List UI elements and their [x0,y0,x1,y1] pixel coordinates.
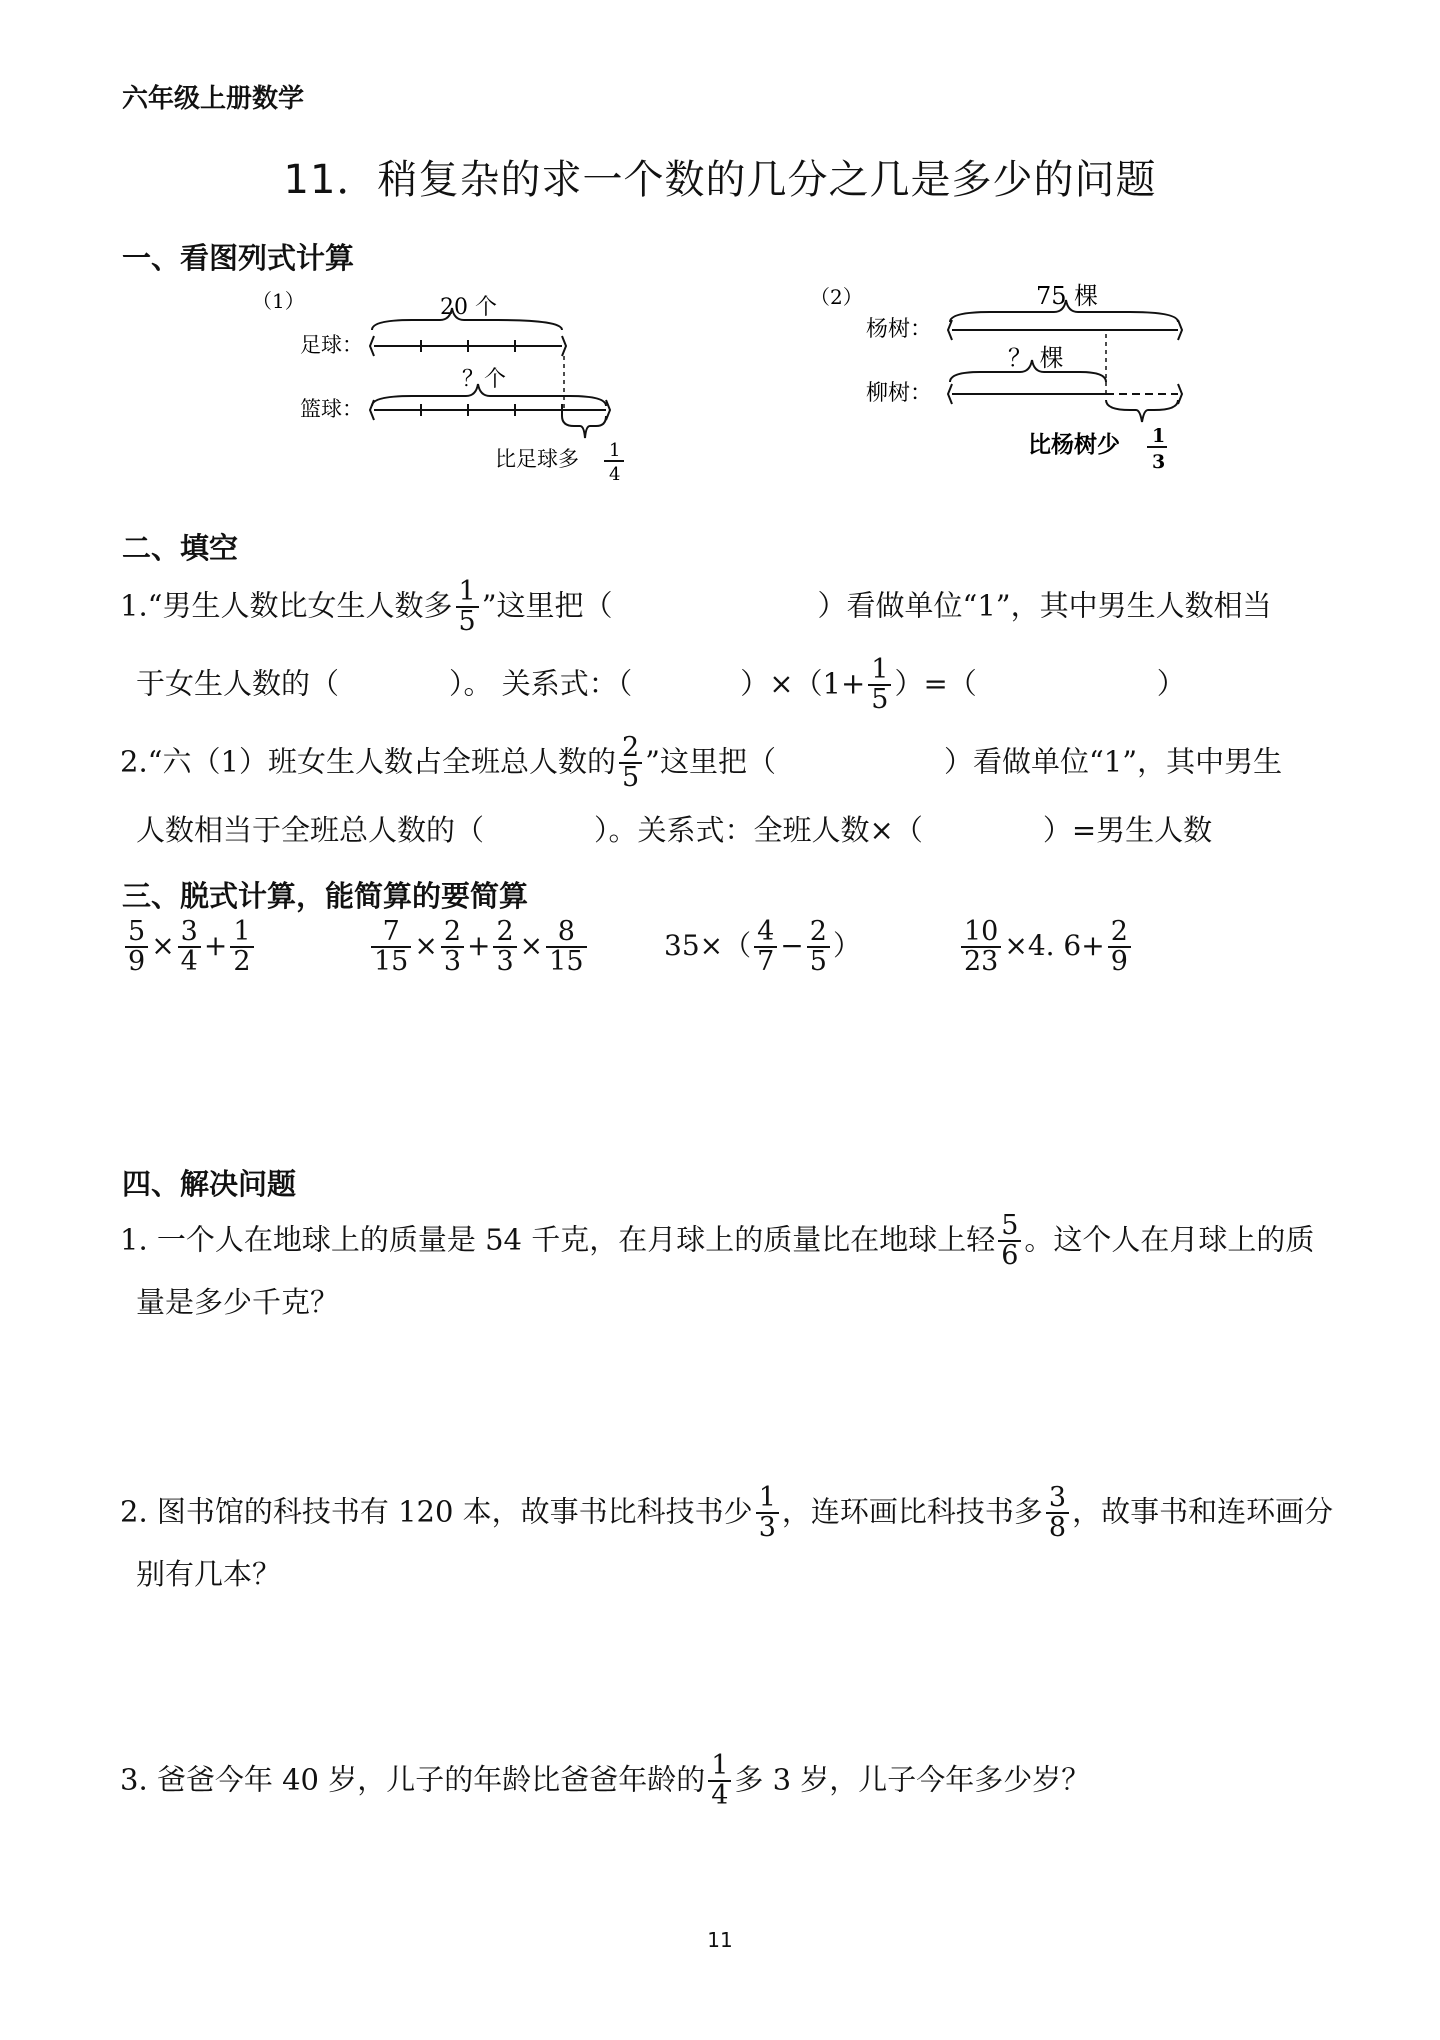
q1-text-c: ）看做单位“1”，其中男生人数相当 [817,588,1272,623]
q2-fraction: $\frac{2}{5}$ [619,734,642,793]
page-number: 11 [707,1928,733,1952]
calc-expression-1: $\frac{5}{9}$ × $\frac{3}{4}$ + $\frac{1}{2}$ [122,918,257,977]
diagram-1-frac-d: 4 [609,464,621,485]
diagram-2-row2-label: 柳树： [866,381,933,406]
diagram-1-bottom-text: 比足球多 [495,447,579,471]
p2-fraction-2: $\frac{3}{8}$ [1046,1484,1069,1543]
q1-fraction-2: $\frac{1}{5}$ [868,656,891,715]
diagram-1-row1-label: 足球： [300,333,363,357]
q1-text-d: 于女生人数的（ [136,666,340,701]
fill-q1-line2 [136,656,1186,715]
q1-text-a: 1.“男生人数比女生人数多 [120,588,453,623]
diagram-2-bottom-text: 比杨树少 [1028,431,1120,458]
diagram-1-label: （1） [252,289,305,313]
p1-text-a: 1. 一个人在地球上的质量是 54 千克，在月球上的质量比在地球上轻 [120,1222,996,1257]
diagram-2-top-text: 75 棵 [1036,282,1099,310]
p1-fraction: $\frac{5}{6}$ [998,1212,1021,1271]
p2-fraction-1: $\frac{1}{3}$ [756,1484,779,1543]
calc-expression-4: $\frac{10}{23}$ ×4. 6+ $\frac{2}{9}$ [958,918,1134,977]
section-4-heading: 四、解决问题 [122,1167,297,1201]
fill-q2-line2 [136,808,1212,849]
diagram-1-bottom-brace [562,416,606,438]
q2-text-f: ）=男生人数 [1042,813,1213,847]
section-2-heading: 二、填空 [122,531,239,565]
diagram-1-frac-n: 1 [609,440,621,461]
p3-text-a: 3. 爸爸今年 40 岁，儿子的年龄比爸爸年龄的 [120,1762,706,1797]
section-1-heading: 一、看图列式计算 [122,241,355,275]
problem-2-line1 [120,1484,1333,1543]
q2-text-a: 2.“六（1）班女生人数占全班总人数的 [120,744,616,779]
diagram-1-mid-text: ？个 [462,367,507,392]
diagram-2-row2-bar [948,384,1106,404]
q2-text-b: ”这里把（ [645,744,776,779]
diagram-2-row1-bar [948,320,1182,340]
diagram-2-frac-n: 1 [1152,425,1166,447]
p2-text-b: ，连环画比科技书多 [781,1494,1043,1529]
p3-fraction: $\frac{1}{4}$ [708,1752,731,1811]
problem-3-line1 [120,1752,1090,1811]
q1-text-e: ）。 关系式：（ [449,666,633,701]
diagram-1 [240,278,660,498]
diagram-2-frac-d: 3 [1152,451,1166,473]
q2-text-c: ）看做单位“1”，其中男生 [943,744,1283,779]
p1-text-b: 。这个人在月球上的质 [1024,1222,1315,1257]
problem-1-line2: 量是多少千克？ [136,1285,340,1319]
page-header: 六年级上册数学 [122,84,305,114]
q1-text-i: ） [1156,666,1186,701]
calc-expression-2: $\frac{7}{15}$ × $\frac{2}{3}$ + $\frac{2}{3}$ × $\frac{8}{15}$ [368,918,590,977]
diagram-2-row1-label: 杨树： [866,317,933,342]
diagram-2-bottom-brace [1106,400,1178,422]
problem-2-line2: 别有几本？ [136,1557,282,1591]
diagram-1-row2-label: 篮球： [300,397,363,421]
diagram-2-label: （2） [810,285,863,309]
p2-text-a: 2. 图书馆的科技书有 120 本，故事书比科技书少 [120,1494,753,1529]
q1-text-h: ）=（ [894,666,977,701]
p2-text-c: ，故事书和连环画分 [1072,1494,1334,1529]
q1-text-b: ”这里把（ [481,588,613,623]
q2-text-d: 人数相当于全班总人数的（ [136,813,485,847]
problem-1-line1 [120,1212,1314,1271]
page-title: 11．稍复杂的求一个数的几分之几是多少的问题 [283,157,1157,203]
fill-q1-line1 [120,578,1272,637]
diagram-2 [800,274,1220,484]
fill-q2-line1 [120,734,1282,793]
section-3-heading: 三、脱式计算，能简算的要简算 [122,879,529,913]
q1-text-f: ）×（1+ [740,666,866,701]
q2-text-e: ）。关系式：全班人数×（ [594,813,923,847]
diagram-1-row2-bar [370,400,610,420]
p3-text-b: 多 3 岁，儿子今年多少岁？ [734,1762,1091,1797]
q1-fraction: $\frac{1}{5}$ [456,578,479,637]
diagram-1-top-text: 20 个 [440,295,497,320]
diagram-2-mid-text: ？ 棵 [1008,344,1064,372]
calc-expression-3: 35×（ $\frac{4}{7}$ − $\frac{2}{5}$ ） [664,916,861,978]
